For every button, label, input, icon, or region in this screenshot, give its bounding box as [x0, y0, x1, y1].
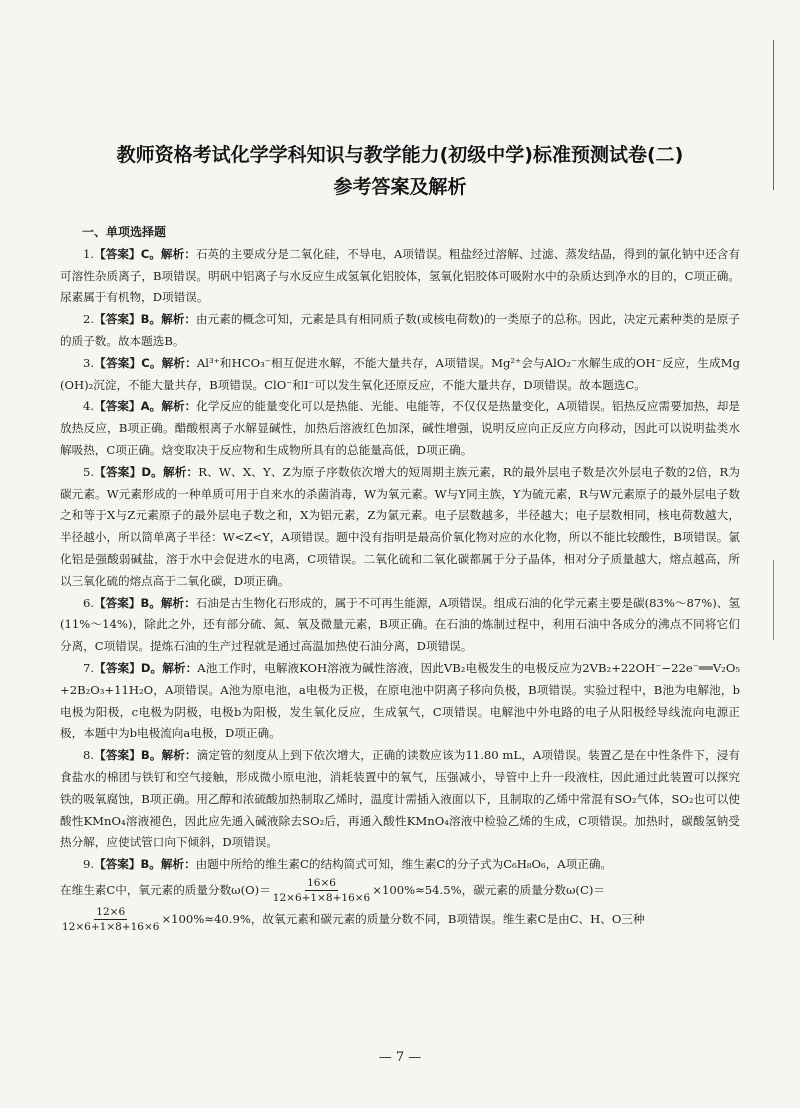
page-number: — 7 — — [378, 1050, 422, 1065]
section-heading: 一、单项选择题 — [82, 225, 167, 239]
page-subtitle: 参考答案及解析 — [333, 176, 467, 198]
scan-edge-line — [773, 560, 774, 640]
question-2: 2.【答案】B。解析：由元素的概念可知，元素是具有相同质子数(或核电荷数)的一类原子的总称。因此，决定元素种类的是原子的质子数。故本题选B。 — [60, 312, 740, 348]
fraction: $\frac{16\times 6}{12\times 6+1\times 8+16\times 6}$ — [272, 876, 371, 904]
question-6: 6.【答案】B。解析：石油是古生物化石形成的，属于不可再生能源，A项错误。组成石油的化学元素主要是碳(83%～87%)、氢(11%～14%)，除此之外，还有部分硫、氮、氧及微量元素，B项正确。在石油的炼制过程中，利用石油中各成分的沸点不同将它们分离，C项错误。提炼石油的生产过程就是通过高温加热使石油分离，D项错误。 — [60, 595, 740, 654]
question-9: 9.【答案】B。解析：由题中所给的维生素C的结构简式可知，维生素C的分子式为C₆H₈O₆，A项正确。 — [83, 857, 613, 872]
question-3: 3.【答案】C。解析：Al³⁺和HCO₃⁻相互促进水解，不能大量共存，A项错误。Mg²⁺会与AlO₂⁻水解生成的OH⁻反应，生成Mg(OH)₂沉淀，不能大量共存，B项错误。ClO⁻和I⁻可以发生氧化还原反应，不能大量共存，D项错误。故本题选C。 — [60, 355, 740, 392]
formula-oxygen-fraction: 在维生素C中，氧元素的质量分数ω(O)＝ $\frac{16\times 6}{12\times 6+1\times 8+16\times 6}$ ×100%≈54.5%，碳元素的质量分数ω(C)＝ — [60, 876, 605, 904]
question-7: 7.【答案】D。解析：A池工作时，电解液KOH溶液为碱性溶液，因此VB₂电极发生的电极反应为2VB₂+22OH⁻−22e⁻══V₂O₅+2B₂O₃+11H₂O，A项错误。A池为原电池，a电极为正极，在原电池中阴离子移向负极，B项错误。实验过程中，B池为电解池，b电极为阳极，c电极为阴极，电极b为阳极，发生氧化反应，生成氧气，C项错误。电解池中外电路的电子从阳极经导线流向电源正极，本题中为b电极流向a电极，D项正确。 — [60, 660, 740, 741]
answer-content — [60, 222, 740, 934]
question-8: 8.【答案】B。解析：滴定管的刻度从上到下依次增大，正确的读数应该为11.80 mL，A项错误。装置乙是在中性条件下，浸有食盐水的棉团与铁钉和空气接触，形成微小原电池，消耗装置中的氧气，压强减小，导管中上升一段液柱，因此通过此装置可以探究铁的吸氧腐蚀，B项正确。用乙醇和浓硫酸加热制取乙烯时，温度计需插入液面以下，且制取的乙烯中常混有SO₂气体，SO₂也可以使酸性KMnO₄溶液褪色，因此应先通入碱液除去SO₂后，再通入酸性KMnO₄溶液中检验乙烯的生成，C项错误。加热时，碳酸氢钠受热分解，应使试管口向下倾斜，D项错误。 — [60, 748, 740, 850]
fraction: $\frac{12\times 6}{12\times 6+1\times 8+16\times 6}$ — [62, 905, 160, 933]
question-1: 1.【答案】C。解析：石英的主要成分是二氧化硅，不导电，A项错误。粗盐经过溶解、过滤、蒸发结晶，得到的氯化钠中还含有可溶性杂质离子，B项错误。明矾中铝离子与水反应生成氢氧化铝胶体，氢氧化铝胶体可吸附水中的杂质达到净水的目的，C项正确。尿素属于有机物，D项错误。 — [60, 246, 740, 305]
page-title: 教师资格考试化学学科知识与教学能力(初级中学)标准预测试卷(二) — [116, 144, 684, 166]
formula-carbon-fraction: $\frac{12\times 6}{12\times 6+1\times 8+16\times 6}$ ×100%≈40.9%，故氧元素和碳元素的质量分数不同，B项错误。维生素C是由C、H、O三种 — [62, 905, 645, 933]
question-5: 5.【答案】D。解析：R、W、X、Y、Z为原子序数依次增大的短周期主族元素，R的最外层电子数是次外层电子数的2倍，R为碳元素。W元素形成的一种单质可用于自来水的杀菌消毒，W为氧元素。W与Y同主族，Y为硫元素，R与W元素原子的最外层电子数之和等于X与Z元素原子的最外层电子数之和，X为铝元素，Z为氯元素。电子层数越多，半径越大；电子层数相同，核电荷数越大，半径越小，所以简单离子半径：W<Z<Y，A项错误。题中没有指明是最高价氧化物对应的水化物，所以不能比较酸性，B项错误。氯化铝是强酸弱碱盐，溶于水中会促进水的电离，C项错误。二氧化硫和二氧化碳都属于分子晶体，相对分子质量越大，熔点越高，所以三氧化硫的熔点高于二氧化碳，D项正确。 — [60, 464, 740, 588]
question-4: 4.【答案】A。解析：化学反应的能量变化可以是热能、光能、电能等，不仅仅是热量变化，A项错误。铝热反应需要加热，却是放热反应，B项正确。醋酸根离子水解显碱性，加热后溶液红色加深，碱性增强，说明反应向正反应方向移动，因此可以说明盐类水解吸热，C项正确。焓变取决于反应物和生成物所具有的总能量高低，D项正确。 — [60, 399, 740, 457]
scan-edge-line — [773, 40, 774, 190]
